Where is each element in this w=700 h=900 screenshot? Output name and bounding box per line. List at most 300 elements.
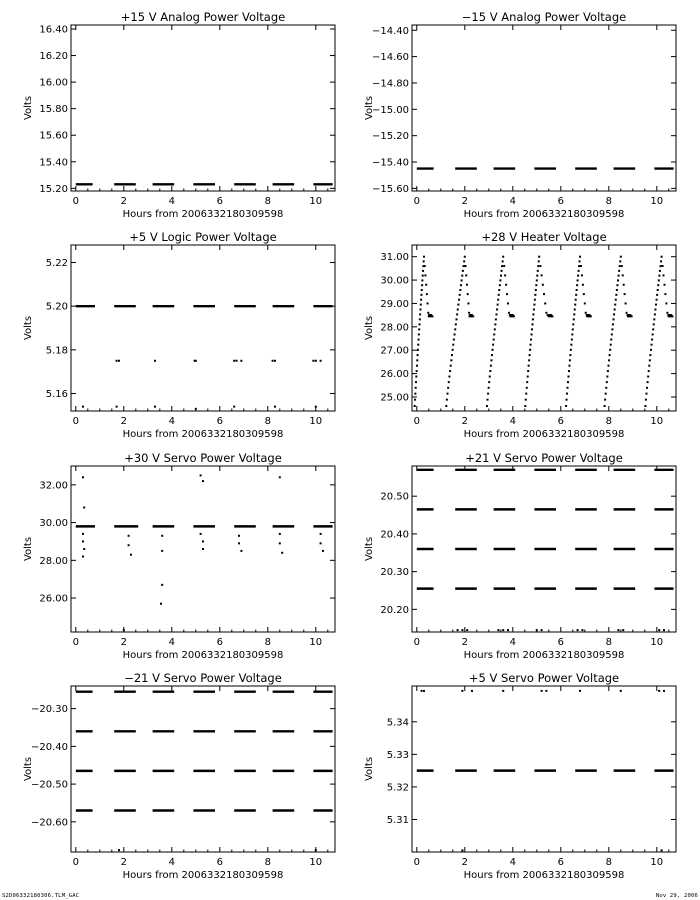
chart-title: +28 V Heater Voltage (481, 230, 607, 244)
data-point (646, 387, 648, 389)
data-point (322, 550, 324, 552)
data-point (525, 399, 527, 401)
data-point (579, 256, 581, 258)
data-point (445, 405, 447, 407)
x-axis-label: Hours from 2006332180309598 (122, 429, 284, 440)
data-point (605, 393, 607, 395)
x-tick-label: 8 (264, 196, 271, 207)
data-point (506, 293, 508, 295)
data-point (658, 629, 660, 631)
data-point (454, 328, 456, 330)
data-point (536, 279, 538, 281)
data-point (567, 381, 569, 383)
data-point (461, 629, 463, 631)
data-point (567, 387, 569, 389)
data-point (501, 265, 503, 267)
data-point (536, 275, 538, 277)
x-tick-label: 2 (461, 416, 468, 427)
footer-date: Nov 29, 2006 (655, 893, 698, 899)
x-tick-label: 2 (461, 637, 468, 648)
data-point (447, 387, 449, 389)
data-point (541, 629, 543, 631)
data-point (416, 370, 418, 372)
y-tick-label: −20.60 (30, 817, 68, 829)
data-point (575, 299, 577, 301)
data-point (539, 265, 541, 267)
y-tick-label: 20.20 (380, 604, 409, 616)
data-point (659, 270, 661, 272)
data-layer (76, 474, 333, 631)
data-point (572, 323, 574, 325)
plot-frame (71, 245, 335, 411)
data-point (613, 313, 615, 315)
data-point (279, 542, 281, 544)
data-point (653, 318, 655, 320)
chart-title: +5 V Servo Power Voltage (468, 671, 620, 685)
data-point (421, 690, 423, 692)
data-point (414, 399, 416, 401)
y-tick-label: 16.20 (39, 51, 68, 63)
data-point (526, 387, 528, 389)
data-point (118, 849, 120, 851)
x-axis-label: Hours from 2006332180309598 (463, 429, 625, 440)
data-point (82, 533, 84, 535)
y-tick-label: 28.00 (39, 555, 68, 567)
data-point (531, 323, 533, 325)
x-axis-label: Hours from 2006332180309598 (122, 650, 284, 661)
data-layer (76, 692, 333, 851)
data-point (617, 629, 619, 631)
plot-frame (71, 686, 335, 852)
data-point (603, 412, 605, 414)
x-tick-label: 6 (216, 637, 223, 648)
x-tick-label: 4 (168, 637, 175, 648)
x-tick-label: 4 (509, 196, 516, 207)
x-tick-label: 8 (264, 416, 271, 427)
data-point (671, 315, 673, 317)
data-point (609, 354, 611, 356)
data-point (659, 265, 661, 267)
data-point (320, 542, 322, 544)
y-tick-label: 31.00 (380, 252, 409, 264)
data-point (575, 294, 577, 296)
y-axis-label: Volts (364, 756, 375, 782)
data-point (537, 265, 539, 267)
chart-title: +15 V Analog Power Voltage (120, 10, 286, 24)
x-tick-label: 4 (168, 196, 175, 207)
data-point (130, 554, 132, 556)
data-point (457, 308, 459, 310)
data-point (653, 323, 655, 325)
data-point (534, 294, 536, 296)
data-point (236, 360, 238, 362)
data-point (620, 690, 622, 692)
data-point (565, 405, 567, 407)
data-point (490, 365, 492, 367)
data-point (622, 274, 624, 276)
x-tick-label: 6 (557, 416, 564, 427)
data-point (450, 359, 452, 361)
x-tick-label: 10 (650, 196, 664, 207)
x-axis-label: Hours from 2006332180309598 (122, 209, 284, 220)
data-point (200, 474, 202, 476)
data-point (581, 274, 583, 276)
x-tick-label: 8 (605, 196, 612, 207)
data-point (128, 535, 130, 537)
data-point (448, 376, 450, 378)
data-point (605, 387, 607, 389)
data-point (527, 370, 529, 372)
data-point (485, 412, 487, 414)
y-tick-label: 26.00 (380, 369, 409, 381)
y-tick-label: −14.40 (371, 25, 409, 37)
data-point (489, 376, 491, 378)
data-point (651, 339, 653, 341)
data-point (320, 533, 322, 535)
data-point (426, 293, 428, 295)
data-point (467, 293, 469, 295)
data-point (465, 274, 467, 276)
data-point (505, 284, 507, 286)
data-point (665, 302, 667, 304)
data-point (494, 323, 496, 325)
data-point (666, 312, 668, 314)
data-point (240, 550, 242, 552)
y-tick-label: 5.16 (45, 389, 68, 401)
y-tick-label: −14.60 (371, 52, 409, 64)
data-layer (413, 256, 673, 415)
data-point (608, 359, 610, 361)
data-point (573, 313, 575, 315)
x-tick-label: 6 (216, 416, 223, 427)
data-point (579, 260, 581, 262)
data-layer (417, 470, 674, 631)
data-point (489, 370, 491, 372)
data-point (460, 284, 462, 286)
chart-title: +30 V Servo Power Voltage (124, 451, 282, 465)
data-point (570, 344, 572, 346)
data-point (459, 289, 461, 291)
x-tick-label: 8 (264, 637, 271, 648)
data-point (623, 284, 625, 286)
data-point (535, 284, 537, 286)
y-tick-label: 20.40 (380, 529, 409, 541)
data-point (658, 279, 660, 281)
data-point (535, 289, 537, 291)
data-point (531, 333, 533, 335)
data-point (486, 405, 488, 407)
data-point (607, 365, 609, 367)
y-tick-label: −20.30 (30, 704, 68, 716)
data-point (272, 360, 274, 362)
data-point (82, 406, 84, 408)
data-point (656, 299, 658, 301)
data-point (463, 260, 465, 262)
data-point (537, 270, 539, 272)
data-point (274, 406, 276, 408)
data-point (279, 533, 281, 535)
y-tick-label: 32.00 (39, 480, 68, 492)
data-point (488, 381, 490, 383)
x-axis-label: Hours from 2006332180309598 (463, 870, 625, 881)
data-point (281, 552, 283, 554)
data-point (538, 256, 540, 258)
data-point (466, 284, 468, 286)
data-point (457, 629, 459, 631)
data-point (585, 312, 587, 314)
x-tick-label: 2 (120, 637, 127, 648)
data-point (533, 308, 535, 310)
data-point (461, 275, 463, 277)
data-point (644, 412, 646, 414)
data-point (315, 360, 317, 362)
data-point (418, 339, 420, 341)
data-point (420, 304, 422, 306)
data-point (123, 629, 125, 631)
data-point (488, 387, 490, 389)
data-point (570, 349, 572, 351)
y-tick-label: 30.00 (380, 275, 409, 287)
x-tick-label: 2 (120, 196, 127, 207)
data-point (578, 270, 580, 272)
y-tick-label: −15.60 (371, 183, 409, 195)
data-point (544, 302, 546, 304)
x-tick-label: 8 (605, 857, 612, 868)
data-point (233, 406, 235, 408)
data-point (656, 294, 658, 296)
data-point (529, 349, 531, 351)
data-point (581, 629, 583, 631)
data-point (491, 354, 493, 356)
chart-title: −15 V Analog Power Voltage (461, 10, 627, 24)
data-point (578, 265, 580, 267)
data-point (419, 313, 421, 315)
data-point (448, 381, 450, 383)
x-tick-label: 0 (413, 857, 420, 868)
y-tick-label: −15.40 (371, 157, 409, 169)
y-tick-label: −20.40 (30, 741, 68, 753)
x-tick-label: 2 (120, 416, 127, 427)
data-point (465, 265, 467, 267)
x-axis-label: Hours from 2006332180309598 (463, 209, 625, 220)
data-point (611, 333, 613, 335)
data-point (452, 349, 454, 351)
data-point (418, 328, 420, 330)
data-point (456, 313, 458, 315)
data-point (577, 279, 579, 281)
y-axis-label: Volts (23, 756, 34, 782)
y-tick-label: 5.20 (45, 301, 68, 313)
data-point (459, 294, 461, 296)
data-point (490, 359, 492, 361)
data-point (446, 399, 448, 401)
data-point (655, 304, 657, 306)
data-point (663, 690, 665, 692)
data-point (590, 315, 592, 317)
data-point (609, 349, 611, 351)
data-point (497, 299, 499, 301)
chart-panel-5 (23, 451, 335, 661)
data-point (524, 412, 526, 414)
data-point (116, 360, 118, 362)
data-point (502, 690, 504, 692)
y-tick-label: 16.40 (39, 24, 68, 36)
data-point (238, 542, 240, 544)
data-point (431, 315, 433, 317)
data-point (274, 360, 276, 362)
data-point (423, 260, 425, 262)
data-point (574, 308, 576, 310)
data-point (463, 265, 465, 267)
data-point (524, 405, 526, 407)
x-axis-label: Hours from 2006332180309598 (122, 870, 284, 881)
data-point (500, 275, 502, 277)
data-point (457, 304, 459, 306)
x-tick-label: 8 (605, 416, 612, 427)
y-tick-label: 20.50 (380, 491, 409, 503)
data-point (504, 274, 506, 276)
data-point (610, 339, 612, 341)
data-point (525, 393, 527, 395)
data-point (580, 265, 582, 267)
x-tick-label: 2 (120, 857, 127, 868)
x-tick-label: 8 (264, 857, 271, 868)
x-tick-label: 0 (413, 416, 420, 427)
y-tick-label: 16.00 (39, 77, 68, 89)
y-axis-label: Volts (364, 95, 375, 121)
data-point (650, 349, 652, 351)
data-point (461, 849, 463, 851)
x-tick-label: 4 (509, 637, 516, 648)
data-point (417, 349, 419, 351)
data-point (202, 540, 204, 542)
data-layer (417, 690, 674, 851)
y-axis-label: Volts (23, 315, 34, 341)
data-point (661, 849, 663, 851)
x-tick-label: 6 (557, 637, 564, 648)
data-point (496, 308, 498, 310)
data-point (513, 315, 515, 317)
data-point (118, 360, 120, 362)
y-tick-label: −15.00 (371, 104, 409, 116)
data-point (466, 629, 468, 631)
data-point (644, 405, 646, 407)
data-point (648, 370, 650, 372)
y-tick-label: 5.32 (386, 782, 409, 794)
data-point (415, 381, 417, 383)
data-point (657, 284, 659, 286)
data-point (657, 289, 659, 291)
data-point (538, 260, 540, 262)
data-point (499, 279, 501, 281)
y-tick-label: 28.00 (380, 322, 409, 334)
data-point (604, 399, 606, 401)
data-point (611, 328, 613, 330)
y-tick-label: 5.34 (386, 717, 409, 729)
data-point (493, 339, 495, 341)
data-point (528, 365, 530, 367)
x-tick-label: 0 (72, 857, 79, 868)
data-point (610, 344, 612, 346)
data-point (648, 365, 650, 367)
data-point (503, 265, 505, 267)
y-tick-label: 5.33 (386, 749, 409, 761)
data-point (419, 318, 421, 320)
x-tick-label: 8 (605, 637, 612, 648)
x-tick-label: 10 (309, 416, 323, 427)
data-point (571, 333, 573, 335)
data-point (606, 381, 608, 383)
y-tick-label: 20.30 (380, 567, 409, 579)
data-point (582, 284, 584, 286)
data-point (569, 354, 571, 356)
data-point (455, 318, 457, 320)
data-point (614, 308, 616, 310)
data-point (568, 370, 570, 372)
x-tick-label: 4 (509, 857, 516, 868)
data-point (416, 365, 418, 367)
chart-title: −21 V Servo Power Voltage (124, 671, 282, 685)
plot-frame (412, 245, 676, 411)
data-point (502, 256, 504, 258)
data-point (498, 289, 500, 291)
data-point (424, 265, 426, 267)
data-point (420, 299, 422, 301)
data-point (507, 629, 509, 631)
data-point (604, 405, 606, 407)
data-point (414, 405, 416, 407)
data-point (502, 629, 504, 631)
data-point (461, 279, 463, 281)
chart-title: +5 V Logic Power Voltage (129, 230, 277, 244)
data-point (577, 275, 579, 277)
data-point (617, 279, 619, 281)
data-point (619, 260, 621, 262)
y-axis-label: Volts (364, 315, 375, 341)
data-point (458, 299, 460, 301)
data-point (543, 293, 545, 295)
y-tick-label: −20.50 (30, 779, 68, 791)
x-tick-label: 0 (413, 196, 420, 207)
footer-filename: S2D06332180306.TLM_GAC (2, 893, 80, 899)
data-point (660, 260, 662, 262)
x-tick-label: 0 (72, 637, 79, 648)
data-point (530, 339, 532, 341)
y-tick-label: −15.20 (371, 131, 409, 143)
data-point (583, 293, 585, 295)
data-point (414, 393, 416, 395)
data-point (83, 507, 85, 509)
data-point (82, 540, 84, 542)
data-point (532, 318, 534, 320)
data-point (416, 359, 418, 361)
data-layer (76, 306, 333, 410)
data-point (542, 284, 544, 286)
data-point (573, 318, 575, 320)
data-point (315, 406, 317, 408)
data-point (279, 476, 281, 478)
x-tick-label: 6 (557, 196, 564, 207)
data-point (421, 284, 423, 286)
data-point (662, 265, 664, 267)
x-tick-label: 10 (650, 857, 664, 868)
data-point (527, 376, 529, 378)
data-point (576, 284, 578, 286)
data-point (495, 313, 497, 315)
data-point (424, 274, 426, 276)
data-point (541, 690, 543, 692)
x-tick-label: 6 (216, 196, 223, 207)
